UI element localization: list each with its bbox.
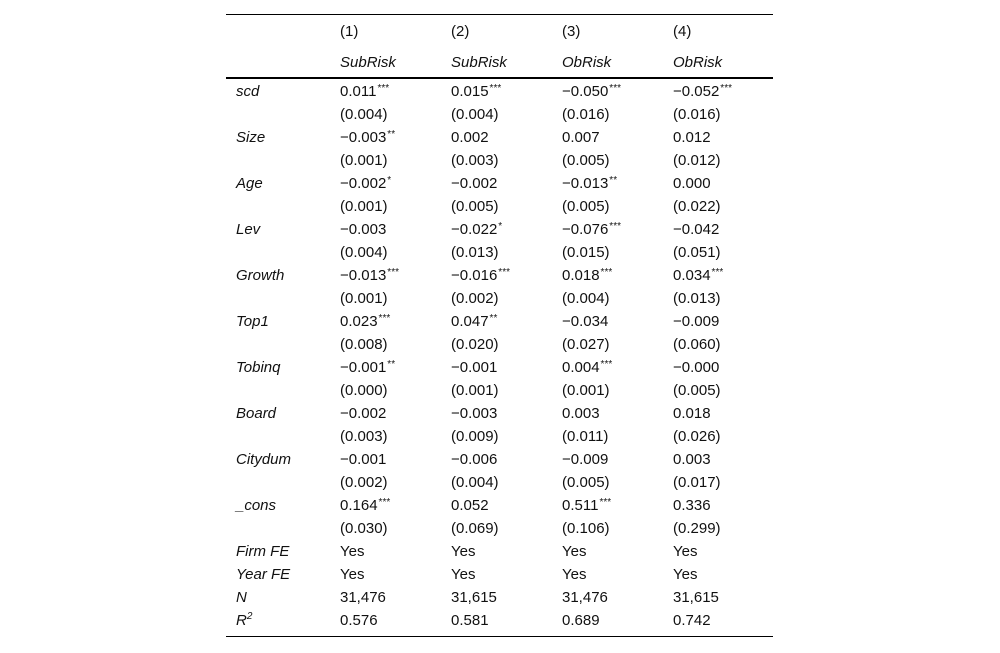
footer-value-cell: 0.742 [673, 612, 711, 629]
coefficient-value: −0.001 [340, 451, 387, 468]
coefficient-value: −0.052 [673, 83, 720, 100]
footer-value-cell: 0.581 [451, 612, 489, 629]
coefficient-value: −0.042 [673, 221, 720, 238]
coefficient-value: −0.034 [562, 313, 609, 330]
coefficient-value: 0.052 [451, 497, 489, 514]
coefficient-cell [451, 497, 490, 515]
column-number-2: (2) [451, 23, 470, 40]
coefficient-value: 0.511 [562, 497, 599, 514]
coefficient-value: −0.003 [340, 221, 387, 238]
coefficient-cell [340, 451, 387, 469]
standard-error-cell: (0.005) [673, 382, 721, 399]
footer-value-cell: 0.576 [340, 612, 378, 629]
coefficient-cell [340, 405, 387, 423]
coefficient-value: 0.007 [562, 129, 600, 146]
significance-stars: *** [498, 267, 510, 278]
standard-error-cell: (0.008) [340, 336, 388, 353]
coefficient-cell [673, 451, 712, 469]
significance-stars: *** [720, 83, 732, 94]
standard-error-cell: (0.051) [673, 244, 721, 261]
coefficient-value: 0.004 [562, 359, 600, 376]
standard-error-cell: (0.003) [451, 152, 499, 169]
standard-error-cell: (0.015) [562, 244, 610, 261]
coefficient-cell [673, 313, 720, 331]
footer-row-label [236, 612, 252, 630]
standard-error-cell: (0.003) [340, 428, 388, 445]
table-top-rule [226, 14, 773, 15]
significance-stars: ** [387, 359, 396, 370]
coefficient-cell [673, 129, 712, 147]
standard-error-cell: (0.027) [562, 336, 610, 353]
coefficient-value: 0.011 [340, 83, 377, 100]
footer-row-label [236, 566, 290, 584]
standard-error-cell: (0.002) [451, 290, 499, 307]
significance-stars: *** [377, 83, 390, 94]
row-label: Board [236, 405, 277, 422]
standard-error-cell: (0.000) [340, 382, 388, 399]
table-bottom-rule [226, 636, 773, 637]
coefficient-value: −0.002 [340, 175, 387, 192]
coefficient-cell [673, 405, 712, 423]
footer-label-text: R [236, 612, 247, 629]
coefficient-cell [451, 221, 502, 239]
footer-value-cell: Yes [562, 566, 587, 583]
dependent-variable-3: ObRisk [562, 54, 612, 71]
footer-value-cell: 0.689 [562, 612, 600, 629]
standard-error-cell: (0.020) [451, 336, 499, 353]
coefficient-cell [451, 451, 498, 469]
standard-error-cell: (0.001) [562, 382, 610, 399]
coefficient-cell [673, 359, 720, 377]
coefficient-value: 0.000 [673, 175, 711, 192]
coefficient-cell [451, 83, 501, 101]
coefficient-cell [673, 497, 712, 515]
coefficient-cell [673, 175, 712, 193]
footer-value-cell: Yes [673, 566, 698, 583]
standard-error-cell: (0.001) [340, 290, 388, 307]
coefficient-value: −0.009 [673, 313, 720, 330]
footer-row-label [236, 589, 247, 607]
footer-value-cell: Yes [451, 543, 476, 560]
footer-value-cell: Yes [673, 543, 698, 560]
significance-stars: *** [378, 313, 391, 324]
coefficient-cell [451, 267, 510, 285]
footer-value-cell: Yes [562, 543, 587, 560]
coefficient-cell [340, 497, 390, 515]
coefficient-cell [340, 221, 387, 239]
coefficient-value: −0.002 [340, 405, 387, 422]
coefficient-cell [562, 221, 621, 239]
coefficient-cell [451, 359, 498, 377]
significance-stars: *** [489, 83, 502, 94]
coefficient-cell [340, 129, 395, 147]
standard-error-cell: (0.106) [562, 520, 610, 537]
row-label: Growth [236, 267, 285, 284]
coefficient-cell [340, 83, 389, 101]
header-rule [226, 77, 773, 79]
significance-stars: *** [378, 497, 391, 508]
significance-stars: *** [609, 221, 621, 232]
column-number-1: (1) [340, 23, 359, 40]
standard-error-cell: (0.060) [673, 336, 721, 353]
coefficient-value: 0.023 [340, 313, 378, 330]
dependent-variable-4: ObRisk [673, 54, 723, 71]
standard-error-cell: (0.017) [673, 474, 721, 491]
standard-error-cell: (0.016) [673, 106, 721, 123]
significance-stars: *** [600, 267, 613, 278]
coefficient-cell [673, 267, 723, 285]
coefficient-cell [340, 359, 395, 377]
significance-stars: * [498, 221, 503, 232]
significance-stars: ** [609, 175, 618, 186]
footer-value-cell: 31,615 [673, 589, 719, 606]
coefficient-value: −0.016 [451, 267, 498, 284]
coefficient-cell [562, 175, 617, 193]
coefficient-value: 0.336 [673, 497, 711, 514]
coefficient-value: −0.001 [451, 359, 498, 376]
standard-error-cell: (0.016) [562, 106, 610, 123]
coefficient-value: −0.022 [451, 221, 498, 238]
standard-error-cell: (0.005) [451, 198, 499, 215]
coefficient-value: −0.009 [562, 451, 609, 468]
coefficient-value: 0.047 [451, 313, 489, 330]
column-number-3: (3) [562, 23, 581, 40]
coefficient-value: 0.012 [673, 129, 711, 146]
coefficient-value: 0.018 [673, 405, 711, 422]
footer-value-cell: 31,476 [562, 589, 608, 606]
standard-error-cell: (0.004) [340, 244, 388, 261]
standard-error-cell: (0.011) [562, 428, 609, 445]
significance-stars: * [387, 175, 392, 186]
dependent-variable-1: SubRisk [340, 54, 396, 71]
coefficient-value: 0.002 [451, 129, 489, 146]
standard-error-cell: (0.004) [562, 290, 610, 307]
standard-error-cell: (0.004) [451, 474, 499, 491]
standard-error-cell: (0.299) [673, 520, 721, 537]
row-label: Citydum [236, 451, 292, 468]
coefficient-cell [562, 451, 609, 469]
column-number-4: (4) [673, 23, 692, 40]
coefficient-cell [340, 175, 391, 193]
standard-error-cell: (0.022) [673, 198, 721, 215]
significance-stars: *** [711, 267, 724, 278]
coefficient-value: 0.164 [340, 497, 378, 514]
standard-error-cell: (0.013) [451, 244, 499, 261]
coefficient-cell [340, 313, 390, 331]
significance-stars: *** [609, 83, 621, 94]
coefficient-cell [562, 497, 611, 515]
coefficient-value: −0.002 [451, 175, 498, 192]
standard-error-cell: (0.005) [562, 198, 610, 215]
footer-value-cell: 31,615 [451, 589, 497, 606]
coefficient-value: −0.003 [340, 129, 387, 146]
coefficient-cell [562, 267, 612, 285]
coefficient-value: −0.050 [562, 83, 609, 100]
coefficient-cell [451, 405, 498, 423]
coefficient-cell [562, 359, 612, 377]
coefficient-value: −0.076 [562, 221, 609, 238]
row-label: Top1 [236, 313, 269, 330]
significance-stars: *** [599, 497, 612, 508]
coefficient-cell [451, 175, 498, 193]
significance-stars: *** [387, 267, 399, 278]
coefficient-value: 0.034 [673, 267, 711, 284]
footer-label-superscript: 2 [246, 611, 253, 622]
coefficient-cell [451, 313, 497, 331]
standard-error-cell: (0.012) [673, 152, 721, 169]
footer-row-label [236, 543, 289, 561]
footer-label-text: Year FE [236, 566, 291, 583]
standard-error-cell: (0.009) [451, 428, 499, 445]
coefficient-value: 0.018 [562, 267, 600, 284]
dependent-variable-2: SubRisk [451, 54, 507, 71]
coefficient-value: −0.013 [340, 267, 387, 284]
standard-error-cell: (0.030) [340, 520, 388, 537]
coefficient-value: −0.013 [562, 175, 609, 192]
row-label: Age [236, 175, 263, 192]
coefficient-cell [673, 221, 720, 239]
standard-error-cell: (0.005) [562, 152, 610, 169]
coefficient-cell [562, 405, 601, 423]
coefficient-cell [562, 313, 609, 331]
footer-value-cell: Yes [340, 543, 365, 560]
coefficient-value: −0.000 [673, 359, 720, 376]
standard-error-cell: (0.069) [451, 520, 499, 537]
row-label: scd [236, 83, 260, 100]
coefficient-value: −0.006 [451, 451, 498, 468]
coefficient-cell [673, 83, 732, 101]
standard-error-cell: (0.004) [340, 106, 388, 123]
coefficient-cell [562, 83, 621, 101]
row-label: Size [236, 129, 266, 146]
row-label: Tobinq [236, 359, 281, 376]
coefficient-value: 0.015 [451, 83, 489, 100]
coefficient-cell [340, 267, 399, 285]
significance-stars: ** [489, 313, 498, 324]
coefficient-cell [451, 129, 490, 147]
footer-label-text: N [236, 589, 247, 606]
coefficient-value: 0.003 [562, 405, 600, 422]
standard-error-cell: (0.001) [451, 382, 499, 399]
standard-error-cell: (0.026) [673, 428, 721, 445]
significance-stars: ** [387, 129, 396, 140]
coefficient-cell [562, 129, 601, 147]
footer-label-text: Firm FE [236, 543, 290, 560]
standard-error-cell: (0.002) [340, 474, 388, 491]
coefficient-value: −0.001 [340, 359, 387, 376]
row-label: Lev [236, 221, 261, 238]
coefficient-value: −0.003 [451, 405, 498, 422]
coefficient-value: 0.003 [673, 451, 711, 468]
footer-value-cell: 31,476 [340, 589, 386, 606]
standard-error-cell: (0.001) [340, 152, 388, 169]
footer-value-cell: Yes [340, 566, 365, 583]
row-label: _cons [236, 497, 277, 514]
significance-stars: *** [600, 359, 613, 370]
standard-error-cell: (0.013) [673, 290, 721, 307]
standard-error-cell: (0.004) [451, 106, 499, 123]
standard-error-cell: (0.001) [340, 198, 388, 215]
standard-error-cell: (0.005) [562, 474, 610, 491]
footer-value-cell: Yes [451, 566, 476, 583]
